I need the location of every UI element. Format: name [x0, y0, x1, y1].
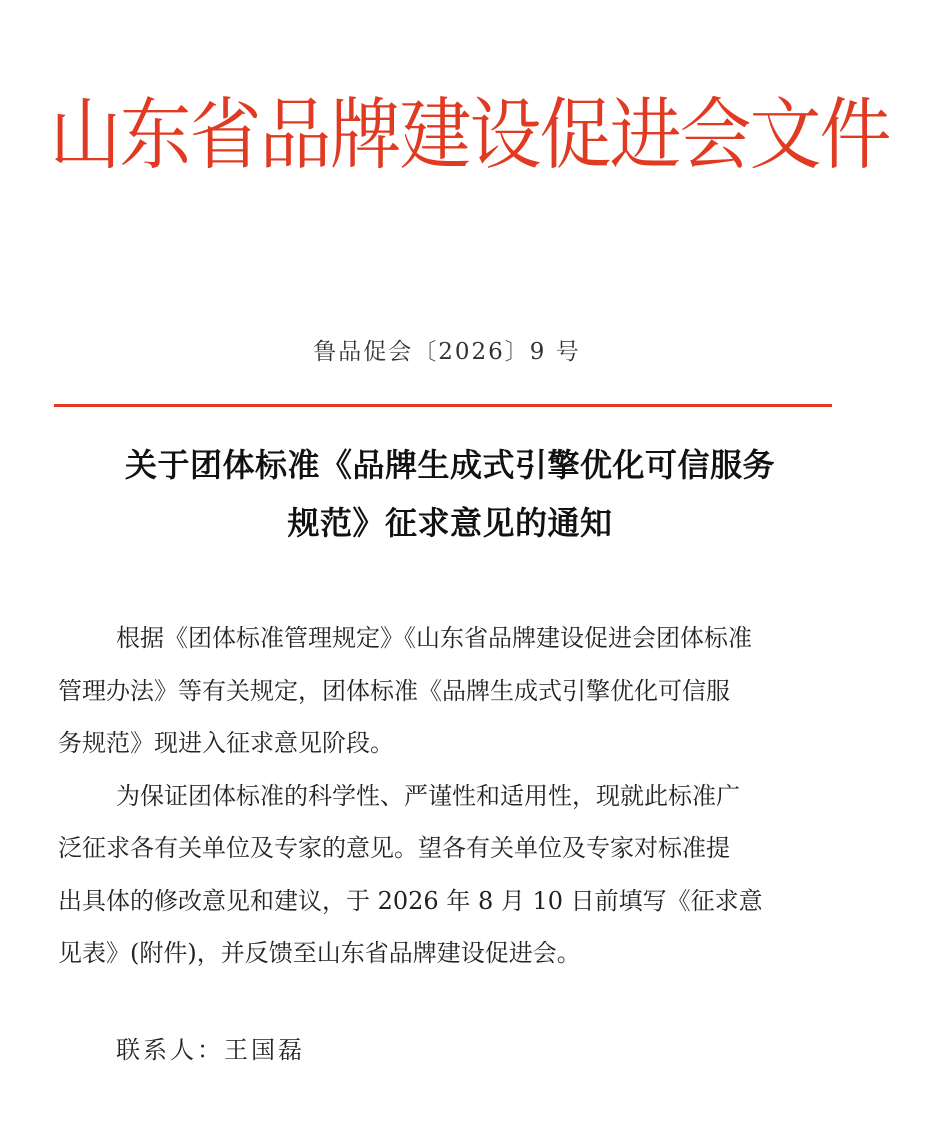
contact-person: 联系人：王国磊 — [116, 1036, 305, 1064]
paragraph-1 — [58, 612, 848, 770]
paragraph-2-line-1: 为保证团体标准的科学性、严谨性和适用性，现就此标准广 — [116, 781, 740, 810]
notice-title-line-1: 关于团体标准《品牌生成式引擎优化可信服务 — [124, 446, 775, 484]
paragraph-2-line-4: 见表》(附件)，并反馈至山东省品牌建设促进会。 — [58, 939, 581, 967]
notice-body — [58, 612, 848, 980]
document-number: 鲁品促会〔2026〕9 号 — [313, 339, 581, 365]
paragraph-2-line-2: 泛征求各有关单位及专家的意见。望各有关单位及专家对标准提 — [58, 834, 730, 862]
paragraph-1-line-2: 管理办法》等有关规定，团体标准《品牌生成式引擎优化可信服 — [58, 676, 730, 705]
notice-title-line-2: 规范》征求意见的通知 — [287, 504, 613, 542]
red-divider — [54, 404, 832, 407]
issuer-title: 山东省品牌建设促进会文件 — [49, 89, 890, 180]
paragraph-1-line-1: 根据《团体标准管理规定》《山东省品牌建设促进会团体标准 — [116, 624, 752, 652]
paragraph-2 — [58, 770, 848, 980]
paragraph-1-line-3: 务规范》现进入征求意见阶段。 — [58, 729, 394, 757]
notice-title — [50, 436, 850, 552]
paragraph-2-line-3: 出具体的修改意见和建议，于 2026 年 8 月 10 日前填写《征求意 — [58, 886, 763, 915]
